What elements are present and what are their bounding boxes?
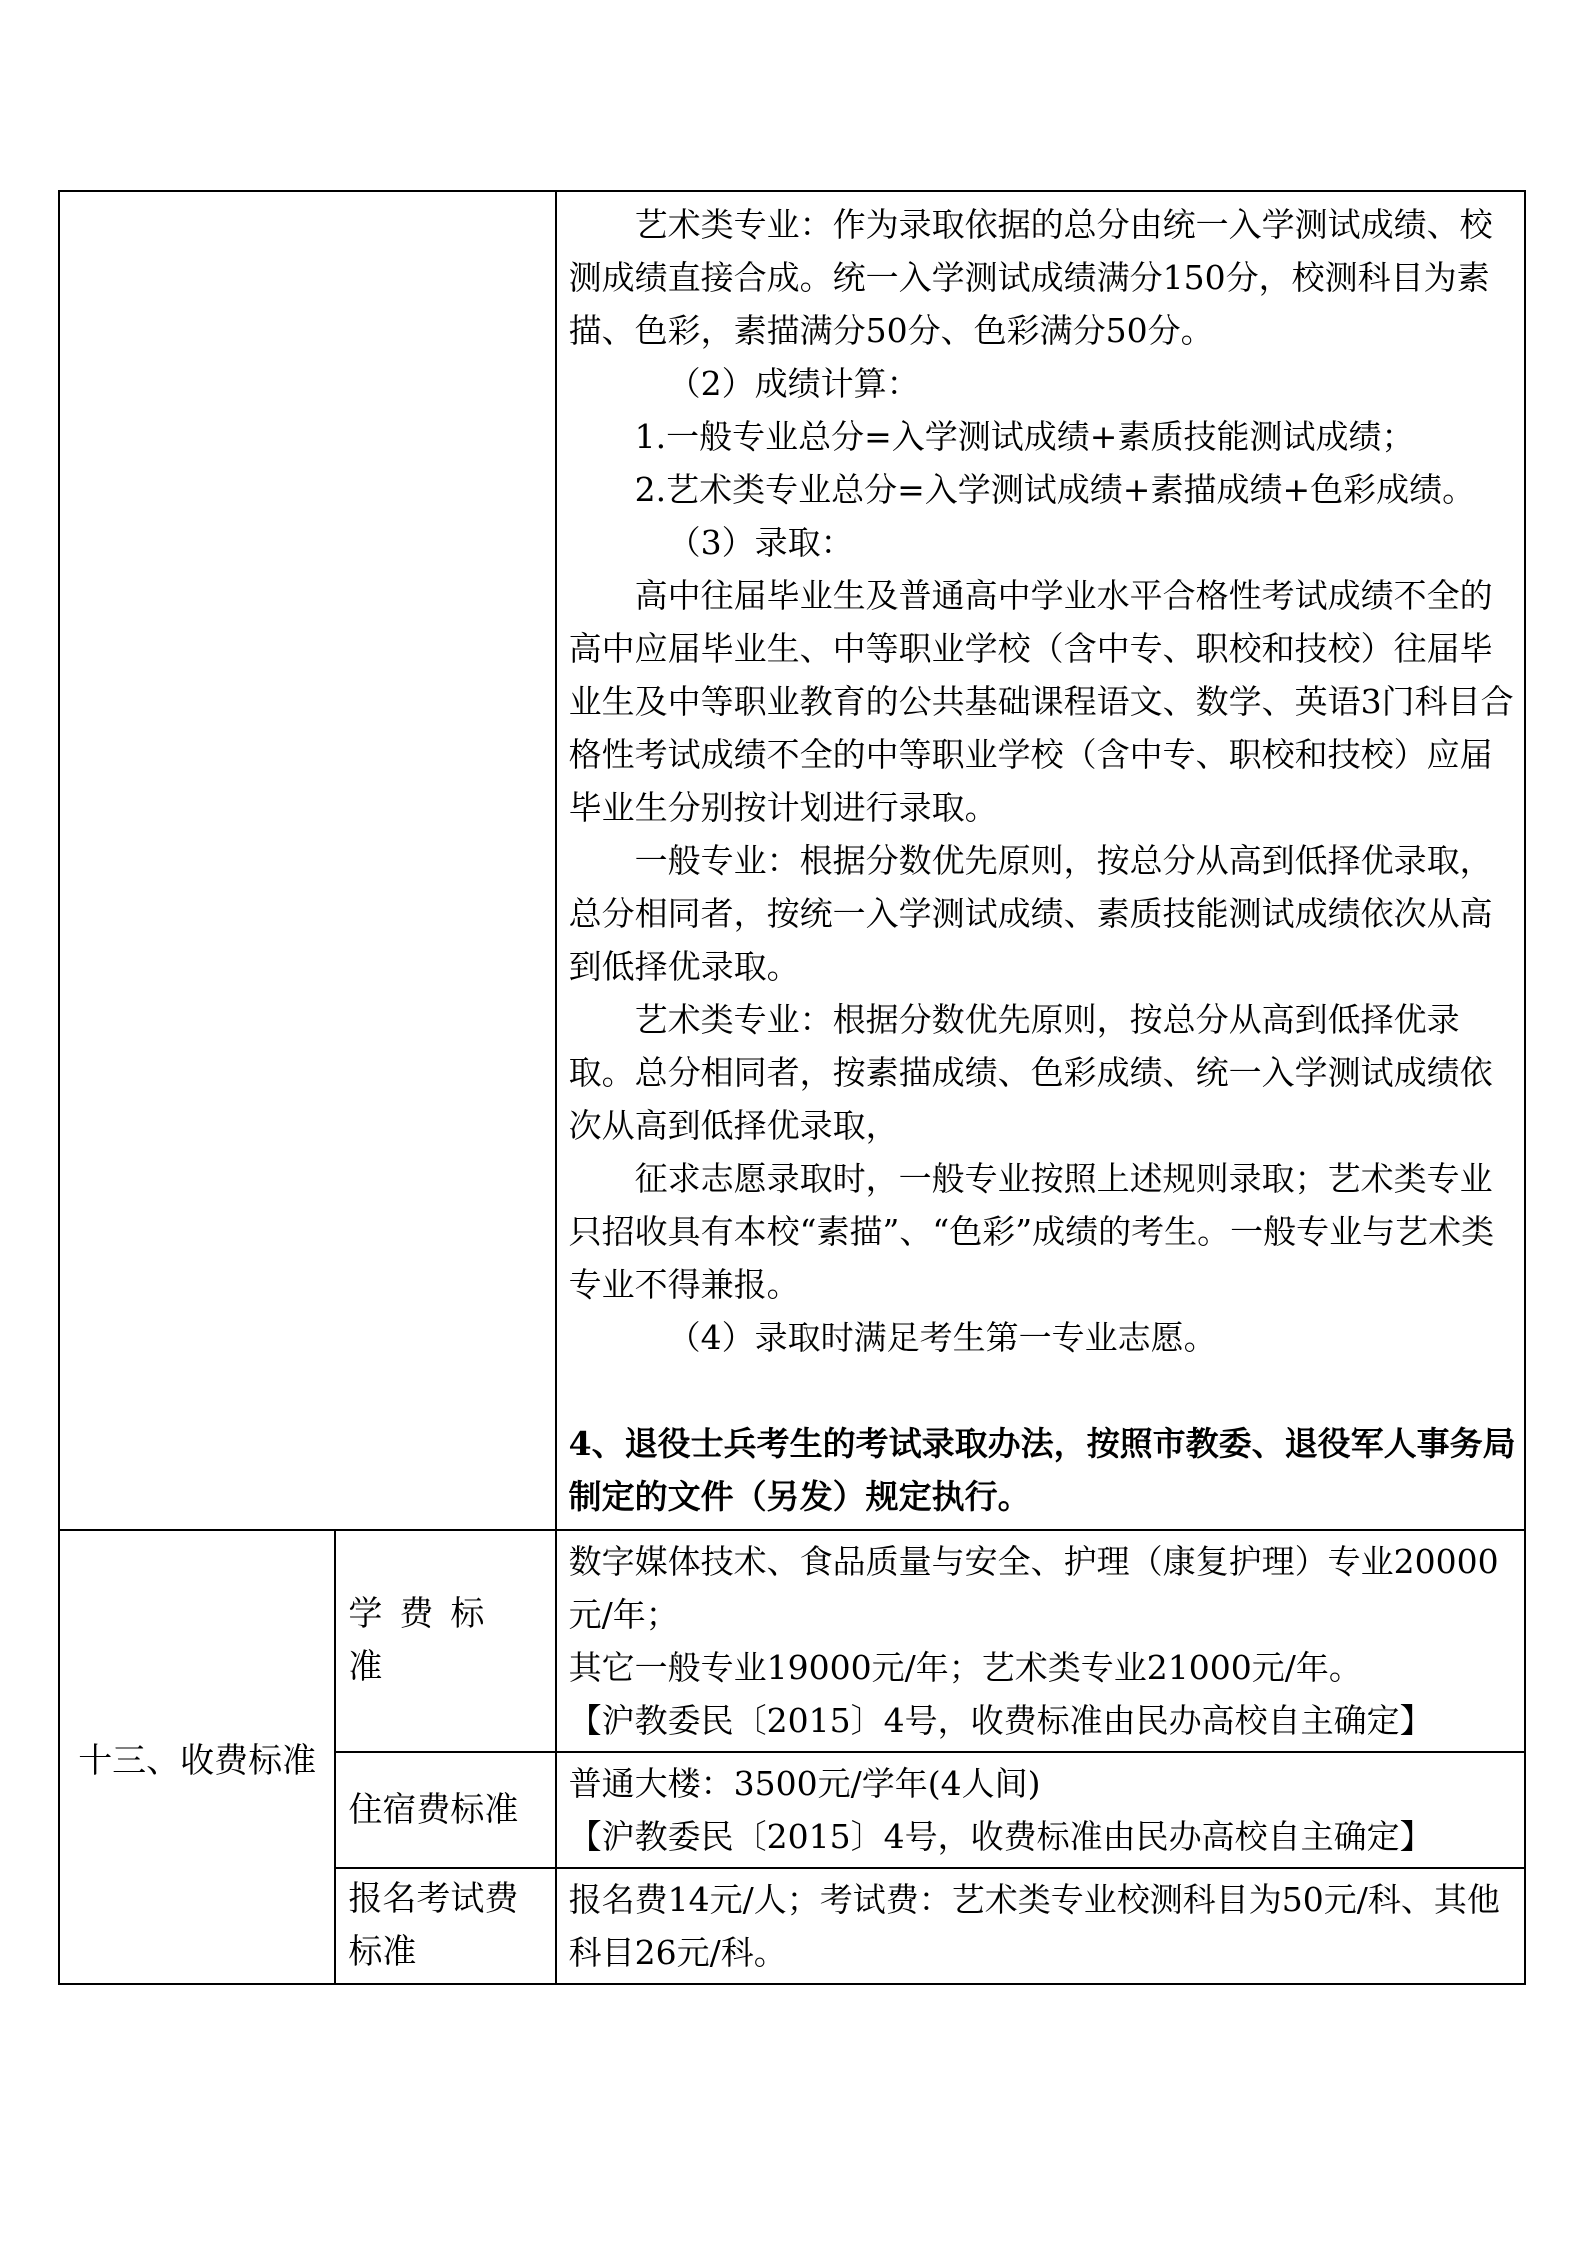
tuition-row: [59, 1530, 1525, 1752]
tuition-content: [556, 1530, 1525, 1752]
fee-section-title: 十三、收费标准: [59, 1530, 335, 1984]
info-table: [58, 190, 1526, 1985]
supplementary-admission-paragraph: 征求志愿录取时，一般专业按照上述规则录取；艺术类专业只招收具有本校“素描”、“色彩”成绩的考生。一般专业与艺术类专业不得兼报。: [568, 1159, 1495, 1304]
dorm-line: 普通大楼：3500元/学年(4人间): [568, 1764, 1041, 1803]
tuition-line: 其它一般专业19000元/年；艺术类专业21000元/年。: [568, 1648, 1362, 1687]
tuition-label: 学费标准: [335, 1530, 555, 1752]
admission-content-cell: [556, 191, 1525, 1530]
art-total-formula: 2.艺术类专业总分=入学测试成绩+素描成绩+色彩成绩。: [634, 470, 1476, 509]
admission-empty-cell: [59, 191, 556, 1530]
exam-fee-line: 报名费14元/人；考试费：艺术类专业校测科目为50元/科、其他科目26元/科。: [568, 1880, 1500, 1972]
veteran-note: 4、退役士兵考生的考试录取办法，按照市教委、退役军人事务局制定的文件（另发）规定执行。: [568, 1424, 1516, 1516]
dorm-content: [556, 1752, 1525, 1868]
dorm-label: 住宿费标准: [335, 1752, 555, 1868]
tuition-reference: 【沪教委民〔2015〕4号，收费标准由民办高校自主确定】: [568, 1701, 1433, 1740]
exam-fee-label: 报名考试费标准: [335, 1868, 555, 1984]
admission-eligibility-paragraph: 高中往届毕业生及普通高中学业水平合格性考试成绩不全的高中应届毕业生、中等职业学校（含中专、职校和技校）往届毕业生及中等职业教育的公共基础课程语文、数学、英语3门科目合格性考试成绩不全的中等职业学校（含中专、职校和技校）应届毕业生分别按计划进行录取。: [568, 576, 1514, 827]
first-choice-paragraph: （4）录取时满足考生第一专业志愿。: [667, 1318, 1217, 1357]
score-calc-heading: （2）成绩计算：: [667, 364, 920, 403]
general-admission-paragraph: 一般专业：根据分数优先原则，按总分从高到低择优录取，总分相同者，按统一入学测试成绩、素质技能测试成绩依次从高到低择优录取。: [568, 841, 1493, 986]
art-admission-paragraph: 艺术类专业：根据分数优先原则，按总分从高到低择优录取。总分相同者，按素描成绩、色彩成绩、统一入学测试成绩依次从高到低择优录取，: [568, 1000, 1493, 1145]
art-major-paragraph: 艺术类专业：作为录取依据的总分由统一入学测试成绩、校测成绩直接合成。统一入学测试成绩满分150分，校测科目为素描、色彩，素描满分50分、色彩满分50分。: [568, 205, 1493, 350]
dorm-reference: 【沪教委民〔2015〕4号，收费标准由民办高校自主确定】: [568, 1817, 1433, 1856]
exam-fee-content: [556, 1868, 1525, 1984]
admission-row: [59, 191, 1525, 1530]
admission-heading: （3）录取：: [667, 523, 854, 562]
general-total-formula: 1.一般专业总分=入学测试成绩+素质技能测试成绩；: [634, 417, 1415, 456]
tuition-line: 数字媒体技术、食品质量与安全、护理（康复护理）专业20000元/年；: [568, 1542, 1499, 1634]
